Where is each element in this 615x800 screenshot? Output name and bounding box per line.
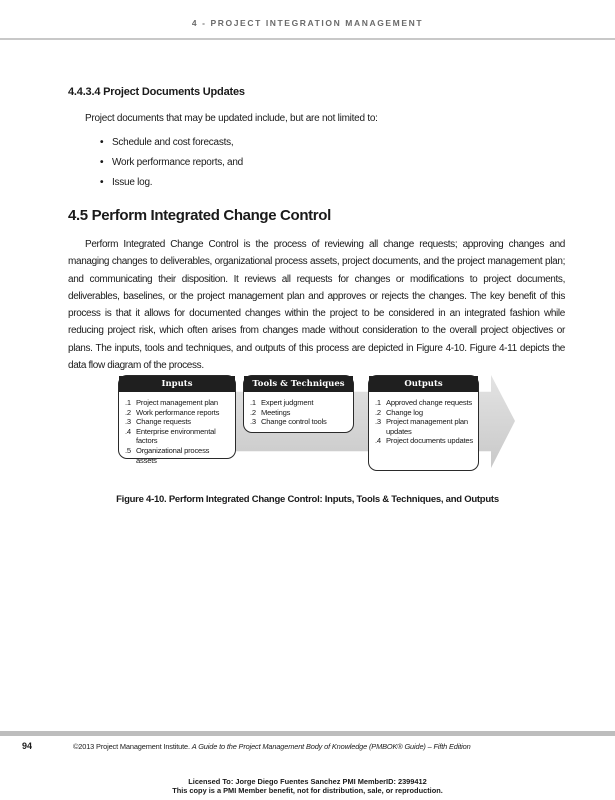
footer-copyright: ©2013 Project Management Institute.: [73, 742, 190, 751]
ittos-diagram: [118, 375, 518, 495]
item-text: Expert judgment: [261, 398, 314, 407]
inputs-item: [125, 398, 231, 408]
item-text: Project management plan: [136, 398, 218, 407]
license-line-2: This copy is a PMI Member benefit, not for distribution, sale, or reproduction.: [172, 785, 443, 795]
item-number: .1: [250, 398, 256, 407]
item-number: .1: [125, 398, 131, 407]
inputs-box-title: Inputs: [119, 376, 235, 392]
item-number: .3: [125, 417, 131, 427]
bullet-list: [100, 133, 243, 193]
item-number: .1: [375, 398, 381, 407]
item-text: Enterprise environmental factors: [136, 426, 216, 446]
inputs-item: [125, 408, 231, 418]
outputs-box: [368, 375, 479, 471]
footer-book-title: A Guide to the Project Management Body of Knowledge (PMBOK® Guide) – Fifth Edition: [191, 742, 471, 751]
inputs-item: [125, 417, 231, 427]
inputs-item: [125, 446, 231, 465]
bullet-icon: •: [100, 177, 104, 188]
license-line-1: Licensed To: Jorge Diego Fuentes Sanchez PMI MemberID: 2399412: [188, 777, 427, 786]
item-number: .5: [125, 445, 131, 455]
outputs-item: [375, 398, 474, 408]
tools-item: [250, 398, 349, 408]
item-text: Change log: [386, 407, 423, 417]
inputs-box: [118, 375, 236, 465]
item-text: Change control tools: [261, 417, 327, 427]
tools-box: [243, 375, 354, 433]
item-text: Work performance reports: [136, 407, 220, 417]
item-number: .2: [375, 407, 381, 417]
subsection-heading: 4.4.3.4 Project Documents Updates: [68, 86, 245, 98]
outputs-item: [375, 436, 474, 446]
item-text: Organizational process assets: [136, 445, 210, 465]
item-text: Meetings: [261, 407, 291, 417]
running-header-title: 4 - PROJECT INTEGRATION MANAGEMENT: [191, 18, 424, 28]
footer-rule: [0, 731, 615, 736]
figure-caption: Figure 4-10. Perform Integrated Change Control: Inputs, Tools & Techniques, and Outputs: [116, 494, 499, 505]
item-text: Project documents updates: [386, 436, 474, 446]
list-item-text: Work performance reports, and: [112, 157, 243, 168]
tools-box-title: Tools & Techniques: [244, 376, 353, 392]
inputs-item: [125, 427, 231, 446]
list-item-text: Schedule and cost forecasts,: [112, 137, 234, 148]
item-number: .4: [125, 426, 131, 436]
section-heading: 4.5 Perform Integrated Change Control: [68, 207, 331, 224]
item-number: .2: [250, 407, 256, 417]
item-number: .3: [250, 417, 256, 427]
item-text: Change requests: [136, 417, 191, 427]
bullet-icon: •: [100, 157, 104, 168]
footer-citation: [73, 742, 471, 751]
list-item: [100, 133, 243, 153]
item-number: .4: [375, 436, 381, 446]
item-text: Project management plan updates: [386, 417, 468, 436]
list-item: [100, 153, 243, 173]
page-number: 94: [22, 741, 33, 751]
list-item-text: Issue log.: [112, 177, 153, 188]
subsection-intro: Project documents that may be updated include, but are not limited to:: [85, 113, 378, 124]
section-paragraph: Perform Integrated Change Control is the process of reviewing all change requests; approving changes and managing changes to deliverables, organizational process assets, project documents, and the project management plan; and communicating their disposition. It reviews all requests for changes or modifications to project documents, deliverables, baselines, or the project management plan and approves or rejects the changes. The key benefit of this process is that it allows for documented changes within the project to be considered in an integrated fashion while reducing project risk, which often arises from changes made without consideration to the overall project objectives or plans. The inputs, tools and techniques, and outputs of this process are depicted in Figure 4-10. Figure 4-11 depicts the data flow diagram of the process.: [68, 239, 565, 372]
outputs-item: [375, 417, 474, 436]
running-header: [0, 0, 615, 40]
item-number: .3: [375, 417, 381, 427]
bullet-icon: •: [100, 137, 104, 148]
license-notice: [0, 778, 615, 795]
outputs-box-title: Outputs: [369, 376, 478, 392]
list-item: [100, 173, 243, 193]
item-number: .2: [125, 407, 131, 417]
tools-item: [250, 408, 349, 418]
item-text: Approved change requests: [386, 398, 472, 407]
outputs-item: [375, 408, 474, 418]
tools-item: [250, 417, 349, 427]
